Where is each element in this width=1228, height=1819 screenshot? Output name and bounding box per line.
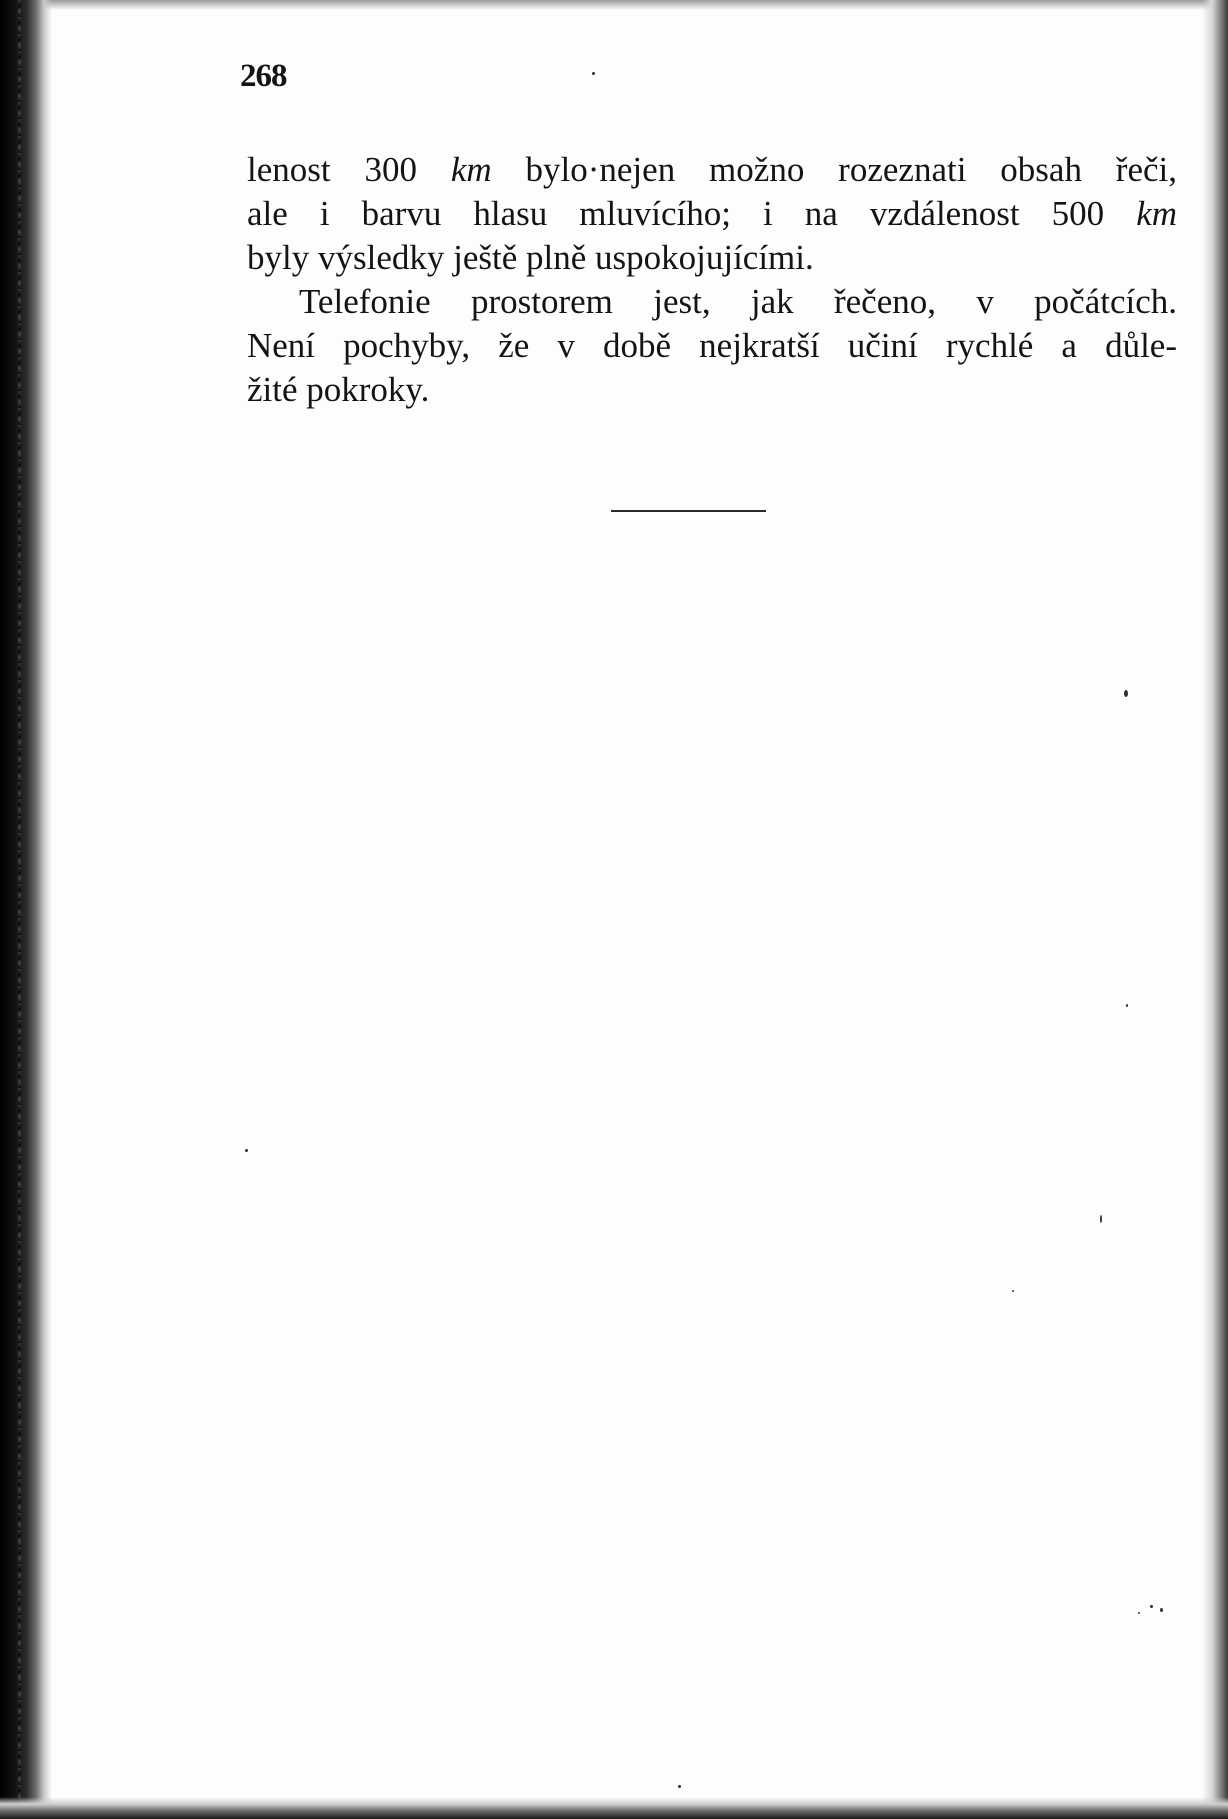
page-right-edge [1202, 0, 1228, 1819]
book-spine-edge [0, 0, 52, 1819]
scan-speck [1150, 1605, 1153, 1608]
unit-abbreviation: km [450, 150, 492, 189]
text-line: Telefonie prostorem jest, jak řečeno, v počátcích. [299, 282, 1177, 321]
text-line [247, 192, 1177, 236]
text-line: žité pokroky. [247, 370, 430, 409]
scan-speck [1100, 1215, 1102, 1223]
scan-speck [1138, 1612, 1140, 1614]
scan-speck [1126, 1004, 1128, 1007]
scan-speck [592, 72, 595, 75]
text-line: byly výsledky ještě plně uspokojujícími. [247, 238, 814, 277]
scan-speck [1012, 1290, 1014, 1292]
text-segment: lenost 300 [247, 150, 451, 189]
page-top-edge [0, 0, 1228, 10]
page-bottom-edge [0, 1797, 1228, 1819]
text-line: Není pochyby, že v době nejkratší učiní rychlé a důle- [247, 326, 1177, 365]
section-end-rule [611, 510, 766, 512]
scan-speck [678, 1785, 681, 1788]
text-line [247, 148, 1177, 192]
unit-abbreviation: km [1136, 194, 1177, 233]
text-segment: bylo·nejen možno rozeznati obsah řeči, [491, 150, 1178, 189]
scan-speck [1160, 1608, 1163, 1612]
body-text [247, 148, 1177, 412]
text-segment: ale i barvu hlasu mluvícího; i na vzdálenost 500 [247, 194, 1137, 233]
scan-speck [1124, 690, 1128, 697]
page-number: 268 [240, 58, 287, 94]
scan-speck [245, 1149, 248, 1152]
